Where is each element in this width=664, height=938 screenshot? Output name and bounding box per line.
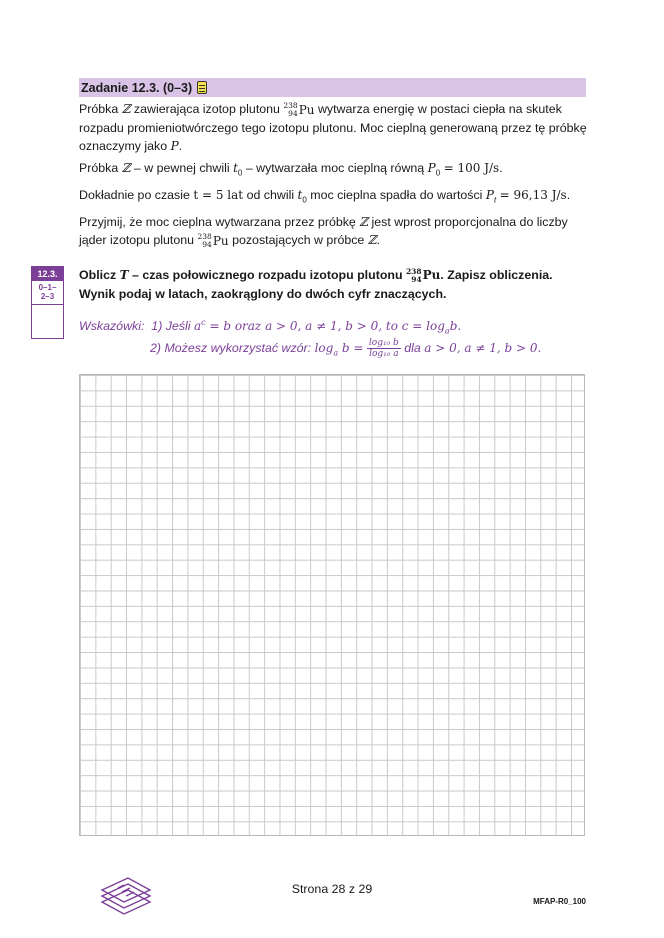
points-scale: 0–1– 2–3 bbox=[32, 281, 63, 305]
hint-2: 2) Możesz wykorzystać wzór: $\log_a b$ = $\frac{\text{log₁₀ b}}{\text{log₁₀ a}}$ dla a > 0, a ≠ 1, b > 0. bbox=[150, 338, 542, 359]
intro-paragraph-1: Próbka ℤ zawierająca izotop plutonu 238 94 Pu wytwarza energię w postaci ciepła na skutek rozpadu promieniotwórczego tego izotopu plutonu. Moc cieplną generowaną przez tę próbkę oznaczymy jako P. bbox=[79, 100, 587, 153]
answer-grid[interactable] bbox=[79, 374, 585, 836]
intro-paragraph-2: Próbka ℤ – w pewnej chwili $t_0$ – wytwarzała moc cieplną równą $P_0 = 100$ J/s. bbox=[79, 161, 503, 178]
task-label: Zadanie 12.3. (0–3) bbox=[81, 80, 193, 95]
notepad-icon bbox=[197, 81, 207, 94]
log-fraction: $\frac{\text{log₁₀ b}}{\text{log₁₀ a}}$ bbox=[368, 338, 399, 359]
task-number: 12.3. bbox=[32, 267, 63, 281]
intro-paragraph-3: Dokładnie po czasie t = 5 lat od chwili $t_0$ moc cieplna spadła do wartości $P_t = 96,13$ J/s. bbox=[79, 188, 571, 205]
task-header bbox=[79, 78, 586, 97]
document-code: MFAP-R0_100 bbox=[533, 897, 586, 906]
score-box bbox=[31, 266, 64, 339]
hint-1: Wskazówki: 1) Jeśli $a^c = b$ oraz a > 0, a ≠ 1, b > 0, to $c = \log_ab$. bbox=[79, 318, 462, 336]
page-number: Strona 28 z 29 bbox=[291, 882, 373, 896]
task-instruction: Oblicz T – czas połowicznego rozpadu izotopu plutonu 238 94 Pu . Zapisz obliczenia. Wynik podaj w latach, zaokrąglony do dwóch cyfr znaczących. bbox=[79, 266, 553, 302]
plutonium-nuclide: 238 94 Pu bbox=[283, 100, 315, 118]
intro-paragraph-4: Przyjmij, że moc cieplna wytwarzana przez próbkę ℤ jest wprost proporcjonalna do liczby jąder izotopu plutonu 238 94 Pu pozostających w próbce ℤ. bbox=[79, 215, 568, 249]
